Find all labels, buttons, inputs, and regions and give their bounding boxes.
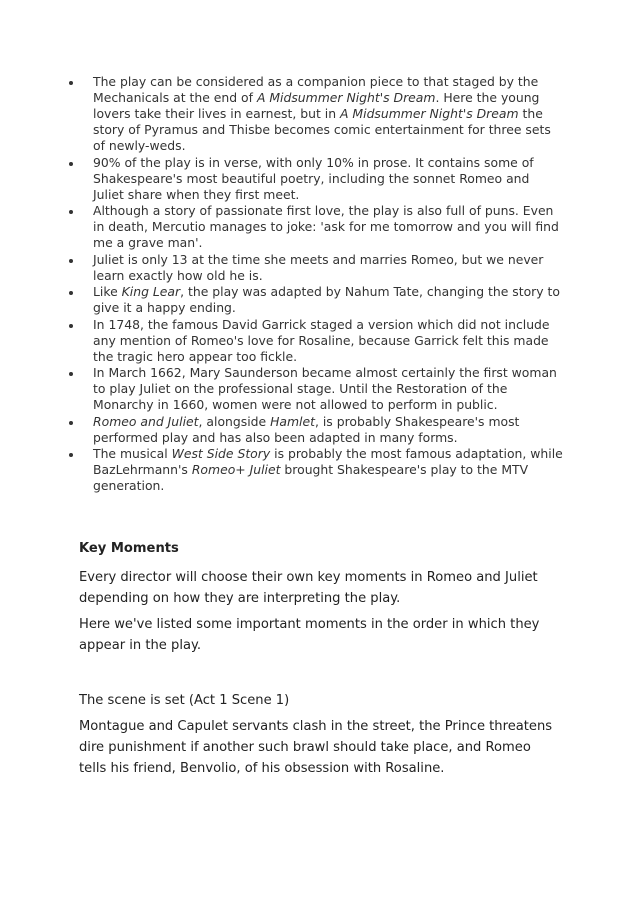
fact-text: , alongside [198,413,271,429]
scene-title: The scene is set (Act 1 Scene 1) [79,693,290,708]
fact-text: Juliet is only 13 at the time she meets and marries Romeo, but we never learn exactly how old he is. [93,251,544,283]
fact-item [66,74,564,154]
fact-text: In 1748, the famous David Garrick staged a version which did not include any mention of Romeo's love for Rosaline, because Garrick felt this made the tragic hero appear too fickle. [93,316,550,364]
fact-text: 90% of the play is in verse, with only 10% in prose. It contains some of Shakespeare's most beautiful poetry, including the sonnet Romeo and Juliet share when they first meet. [93,154,534,202]
facts-list [66,74,564,495]
fact-italic-title: A Midsummer Night's Dream [340,106,519,121]
fact-item [66,155,564,203]
fact-text: The musical [93,446,172,461]
fact-text: . Here the young lovers take their lives in earnest, but in [93,90,540,121]
fact-item [66,203,564,251]
fact-text: Although a story of passionate first love, the play is also full of puns. Even in death, Mercutio manages to joke: 'ask for me tomorrow and you will find me a grave man'. [93,203,559,250]
bullet-icon [69,421,73,425]
bullet-icon [69,210,73,214]
fact-italic-title: King Lear [121,284,181,299]
key-moments-heading: Key Moments [79,541,179,556]
bullet-icon [69,259,73,263]
key-moments-order-paragraph: Here we've listed some important moments in the order in which they appear in the play. [79,617,540,653]
bullet-icon [69,81,73,85]
bullet-icon [69,372,73,376]
bullet-icon [69,453,73,457]
fact-text: In March 1662, Mary Saunderson became almost certainly the first woman to play Juliet on the professional stage. Until the Restoration of the Monarchy in 1660, women were not allowed to perform in public. [93,365,557,412]
fact-italic-title: Romeo+ Juliet [191,462,281,477]
fact-text: Like [93,284,122,299]
fact-text: , is probably Shakespeare's most performed play and has also been adapted in many forms. [93,413,520,445]
key-moments-intro-paragraph: Every director will choose their own key moments in Romeo and Juliet depending on how they are interpreting the play. [79,570,538,606]
fact-text: , the play was adapted by Nahum Tate, changing the story to give it a happy ending. [93,284,560,315]
fact-italic-title: Hamlet [270,413,315,429]
fact-italic-title: Romeo and Juliet [93,413,199,429]
fact-item [66,365,564,413]
bullet-icon [69,162,73,166]
scene-description: Montague and Capulet servants clash in the street, the Prince threatens dire punishment if another such brawl should take place, and Romeo tells his friend, Benvolio, of his obsession with Rosaline. [79,719,553,776]
fact-item [66,414,564,446]
fact-text: brought Shakespeare's play to the MTV generation. [93,462,529,493]
fact-item [66,446,564,494]
fact-item [66,317,564,365]
bullet-icon [69,324,73,328]
fact-text: The play can be considered as a companion piece to that staged by the Mechanicals at the end of [93,74,539,105]
fact-item [66,252,564,284]
fact-italic-title: A Midsummer Night's Dream [256,90,436,105]
fact-text: the story of Pyramus and Thisbe becomes comic entertainment for three sets of newly-weds. [93,106,551,153]
bullet-icon [69,291,73,295]
fact-italic-title: West Side Story [171,446,271,461]
fact-text: is probably the most famous adaptation, while BazLehrmann's [93,446,563,477]
fact-item [66,284,564,316]
